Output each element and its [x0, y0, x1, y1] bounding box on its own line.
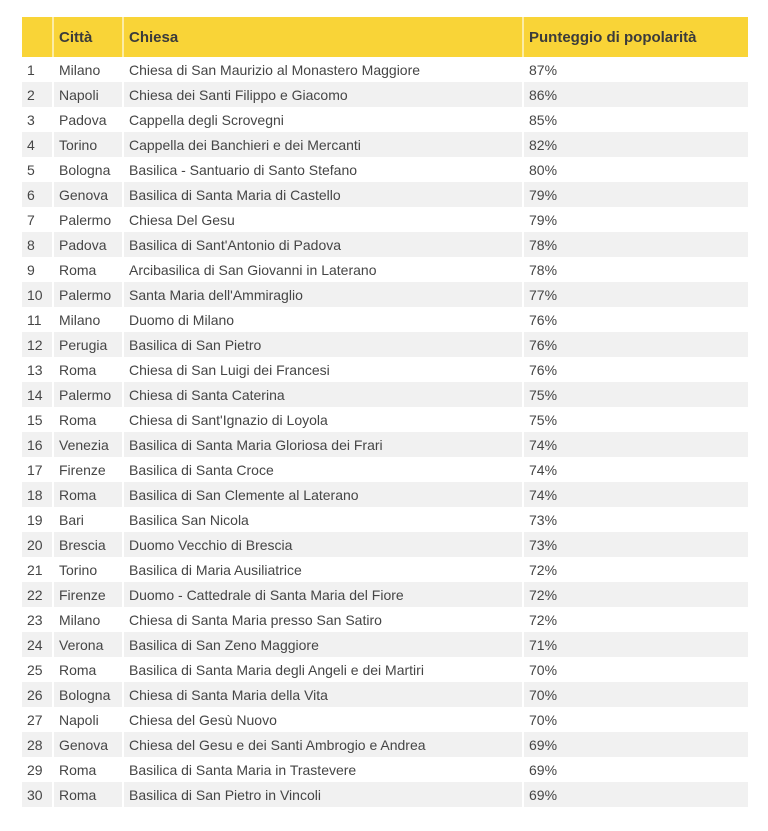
cell-church: Chiesa di Santa Caterina: [124, 382, 524, 407]
cell-city: Genova: [54, 732, 124, 757]
cell-rank: 8: [22, 232, 54, 257]
table-row: [22, 782, 748, 807]
cell-rank: 21: [22, 557, 54, 582]
table-row: [22, 107, 748, 132]
table-row: [22, 357, 748, 382]
table-body: [22, 57, 748, 807]
cell-church: Basilica di Santa Maria di Castello: [124, 182, 524, 207]
church-popularity-table: [22, 17, 748, 807]
cell-church: Basilica di Santa Maria Gloriosa dei Frari: [124, 432, 524, 457]
cell-city: Firenze: [54, 582, 124, 607]
cell-city: Verona: [54, 632, 124, 657]
cell-church: Chiesa del Gesù Nuovo: [124, 707, 524, 732]
cell-score: 70%: [524, 682, 748, 707]
table-row: [22, 632, 748, 657]
table-header-row: [22, 17, 748, 57]
cell-score: 71%: [524, 632, 748, 657]
cell-city: Roma: [54, 407, 124, 432]
cell-church: Duomo Vecchio di Brescia: [124, 532, 524, 557]
cell-church: Basilica di San Zeno Maggiore: [124, 632, 524, 657]
table-row: [22, 282, 748, 307]
table-row: [22, 182, 748, 207]
cell-rank: 15: [22, 407, 54, 432]
column-header-church: Chiesa: [124, 17, 524, 57]
table-row: [22, 507, 748, 532]
table-row: [22, 207, 748, 232]
cell-score: 73%: [524, 507, 748, 532]
cell-city: Palermo: [54, 282, 124, 307]
cell-rank: 16: [22, 432, 54, 457]
cell-city: Roma: [54, 357, 124, 382]
cell-church: Basilica di San Pietro: [124, 332, 524, 357]
table-row: [22, 257, 748, 282]
cell-church: Chiesa di Santa Maria presso San Satiro: [124, 607, 524, 632]
cell-city: Bari: [54, 507, 124, 532]
cell-rank: 5: [22, 157, 54, 182]
cell-rank: 25: [22, 657, 54, 682]
table-row: [22, 57, 748, 82]
table-row: [22, 157, 748, 182]
cell-score: 87%: [524, 57, 748, 82]
column-header-city: Città: [54, 17, 124, 57]
cell-city: Roma: [54, 657, 124, 682]
cell-city: Torino: [54, 132, 124, 157]
cell-score: 77%: [524, 282, 748, 307]
cell-score: 75%: [524, 382, 748, 407]
cell-church: Duomo di Milano: [124, 307, 524, 332]
cell-score: 69%: [524, 732, 748, 757]
cell-rank: 29: [22, 757, 54, 782]
cell-church: Arcibasilica di San Giovanni in Laterano: [124, 257, 524, 282]
table-row: [22, 232, 748, 257]
cell-score: 69%: [524, 782, 748, 807]
cell-rank: 7: [22, 207, 54, 232]
cell-score: 79%: [524, 207, 748, 232]
table-row: [22, 82, 748, 107]
table-row: [22, 307, 748, 332]
table-row: [22, 532, 748, 557]
cell-city: Roma: [54, 757, 124, 782]
cell-church: Duomo - Cattedrale di Santa Maria del Fiore: [124, 582, 524, 607]
cell-rank: 14: [22, 382, 54, 407]
cell-score: 74%: [524, 482, 748, 507]
cell-rank: 2: [22, 82, 54, 107]
cell-city: Padova: [54, 232, 124, 257]
cell-church: Basilica San Nicola: [124, 507, 524, 532]
cell-score: 85%: [524, 107, 748, 132]
cell-score: 80%: [524, 157, 748, 182]
table-row: [22, 732, 748, 757]
cell-church: Chiesa del Gesu e dei Santi Ambrogio e Andrea: [124, 732, 524, 757]
table-row: [22, 432, 748, 457]
cell-church: Chiesa dei Santi Filippo e Giacomo: [124, 82, 524, 107]
cell-church: Chiesa di Santa Maria della Vita: [124, 682, 524, 707]
cell-rank: 24: [22, 632, 54, 657]
cell-rank: 17: [22, 457, 54, 482]
cell-city: Bologna: [54, 682, 124, 707]
table-row: [22, 457, 748, 482]
cell-city: Roma: [54, 482, 124, 507]
cell-rank: 13: [22, 357, 54, 382]
cell-rank: 20: [22, 532, 54, 557]
cell-score: 70%: [524, 657, 748, 682]
table-row: [22, 757, 748, 782]
cell-church: Chiesa di Sant'Ignazio di Loyola: [124, 407, 524, 432]
cell-score: 76%: [524, 357, 748, 382]
table-row: [22, 707, 748, 732]
cell-rank: 26: [22, 682, 54, 707]
cell-score: 76%: [524, 307, 748, 332]
church-popularity-table-container: [22, 17, 748, 807]
cell-rank: 4: [22, 132, 54, 157]
cell-rank: 3: [22, 107, 54, 132]
cell-city: Milano: [54, 57, 124, 82]
cell-church: Basilica di Santa Maria degli Angeli e dei Martiri: [124, 657, 524, 682]
cell-score: 70%: [524, 707, 748, 732]
cell-score: 76%: [524, 332, 748, 357]
cell-church: Chiesa Del Gesu: [124, 207, 524, 232]
cell-church: Basilica di San Pietro in Vincoli: [124, 782, 524, 807]
cell-church: Basilica di Maria Ausiliatrice: [124, 557, 524, 582]
column-header-rank: [22, 17, 54, 57]
cell-city: Brescia: [54, 532, 124, 557]
cell-church: Basilica - Santuario di Santo Stefano: [124, 157, 524, 182]
cell-score: 82%: [524, 132, 748, 157]
cell-score: 78%: [524, 232, 748, 257]
cell-rank: 1: [22, 57, 54, 82]
cell-rank: 11: [22, 307, 54, 332]
table-row: [22, 682, 748, 707]
cell-rank: 10: [22, 282, 54, 307]
table-row: [22, 382, 748, 407]
cell-score: 75%: [524, 407, 748, 432]
table-row: [22, 332, 748, 357]
cell-score: 78%: [524, 257, 748, 282]
table-row: [22, 657, 748, 682]
cell-rank: 6: [22, 182, 54, 207]
cell-rank: 28: [22, 732, 54, 757]
cell-rank: 22: [22, 582, 54, 607]
cell-city: Firenze: [54, 457, 124, 482]
cell-city: Palermo: [54, 382, 124, 407]
cell-city: Perugia: [54, 332, 124, 357]
table-row: [22, 407, 748, 432]
table-row: [22, 132, 748, 157]
cell-city: Napoli: [54, 707, 124, 732]
cell-rank: 27: [22, 707, 54, 732]
cell-score: 74%: [524, 432, 748, 457]
cell-church: Cappella degli Scrovegni: [124, 107, 524, 132]
cell-rank: 30: [22, 782, 54, 807]
cell-score: 86%: [524, 82, 748, 107]
column-header-score: Punteggio di popolarità: [524, 17, 748, 57]
cell-church: Santa Maria dell'Ammiraglio: [124, 282, 524, 307]
cell-rank: 12: [22, 332, 54, 357]
cell-church: Basilica di Santa Croce: [124, 457, 524, 482]
cell-score: 72%: [524, 557, 748, 582]
cell-city: Torino: [54, 557, 124, 582]
cell-city: Roma: [54, 257, 124, 282]
cell-church: Basilica di Santa Maria in Trastevere: [124, 757, 524, 782]
cell-rank: 9: [22, 257, 54, 282]
cell-rank: 23: [22, 607, 54, 632]
table-row: [22, 482, 748, 507]
cell-city: Genova: [54, 182, 124, 207]
cell-city: Bologna: [54, 157, 124, 182]
table-row: [22, 557, 748, 582]
cell-church: Chiesa di San Maurizio al Monastero Maggiore: [124, 57, 524, 82]
cell-rank: 19: [22, 507, 54, 532]
cell-city: Palermo: [54, 207, 124, 232]
cell-city: Milano: [54, 307, 124, 332]
cell-church: Basilica di San Clemente al Laterano: [124, 482, 524, 507]
cell-church: Chiesa di San Luigi dei Francesi: [124, 357, 524, 382]
cell-city: Roma: [54, 782, 124, 807]
cell-score: 69%: [524, 757, 748, 782]
cell-church: Cappella dei Banchieri e dei Mercanti: [124, 132, 524, 157]
cell-score: 74%: [524, 457, 748, 482]
table-row: [22, 582, 748, 607]
cell-city: Padova: [54, 107, 124, 132]
cell-city: Venezia: [54, 432, 124, 457]
cell-church: Basilica di Sant'Antonio di Padova: [124, 232, 524, 257]
table-row: [22, 607, 748, 632]
cell-score: 73%: [524, 532, 748, 557]
cell-city: Milano: [54, 607, 124, 632]
cell-score: 79%: [524, 182, 748, 207]
cell-score: 72%: [524, 582, 748, 607]
cell-score: 72%: [524, 607, 748, 632]
cell-city: Napoli: [54, 82, 124, 107]
cell-rank: 18: [22, 482, 54, 507]
